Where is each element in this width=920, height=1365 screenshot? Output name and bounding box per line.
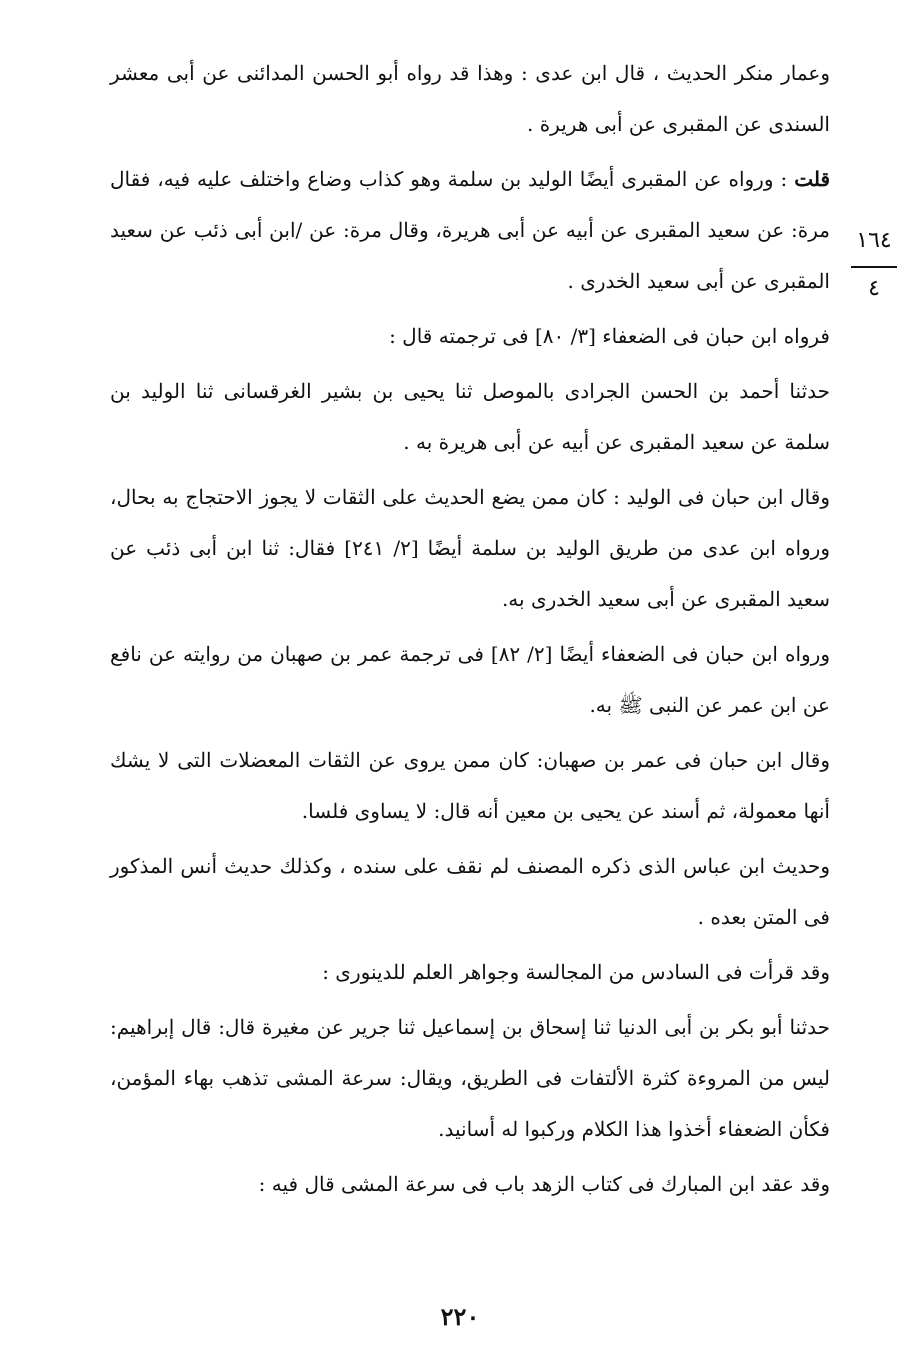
paragraph-text: حدثنا أبو بكر بن أبى الدنيا ثنا إسحاق بن إسماعيل ثنا جرير عن مغيرة قال: قال إبراهيم: ليس من المروءة كثرة الألتفات فى الطريق، ويقال: سرعة المشى تذهب بهاء المؤمن، فكأن الضعفاء أخذوا هذا الكلام وركبوا له أسانيد.: [110, 1015, 830, 1141]
body-text: [110, 48, 830, 1214]
paragraph-text: وقال ابن حبان فى عمر بن صهبان: كان ممن يروى عن الثقات المعضلات التى لا يشك أنها معمولة، ثم أسند عن يحيى بن معين أنه قال: لا يساوى فلسا.: [110, 748, 830, 823]
paragraph-text: وقد قرأت فى السادس من المجالسة وجواهر العلم للدينورى :: [322, 960, 830, 984]
paragraph-6: [110, 629, 830, 731]
page-number: ٢٢٠: [440, 1302, 480, 1331]
paragraph-text: فرواه ابن حبان فى الضعفاء [٣/ ٨٠] فى ترجمته قال :: [389, 324, 830, 348]
paragraph-text: وحديث ابن عباس الذى ذكره المصنف لم نقف على سنده ، وكذلك حديث أنس المذكور فى المتن بعده .: [110, 854, 830, 929]
paragraph-text: حدثنا أحمد بن الحسن الجرادى بالموصل ثنا يحيى بن بشير الغرقسانى ثنا الوليد بن سلمة عن سعيد المقبرى عن أبيه عن أبى هريرة به .: [110, 379, 830, 454]
margin-reference: [844, 226, 904, 304]
paragraph-text: ورواه ابن حبان فى الضعفاء أيضًا [٢/ ٨٢] فى ترجمة عمر بن صهبان من روايته عن نافع عن ابن عمر عن النبى ﷺ به.: [110, 642, 830, 717]
paragraph-8: [110, 841, 830, 943]
margin-reference-volume-page: ١٦٤: [856, 228, 892, 253]
paragraph-text: وقد عقد ابن المبارك فى كتاب الزهد باب فى سرعة المشى قال فيه :: [258, 1172, 830, 1196]
paragraph-2: [110, 154, 830, 307]
paragraph-text: وقال ابن حبان فى الوليد : كان ممن يضع الحديث على الثقات لا يجوز الاحتجاج به بحال، ورواه ابن عدى من طريق الوليد بن سلمة أيضًا [٢/ ٢٤١] فقال: ثنا ابن أبى ذئب عن سعيد المقبرى عن أبى سعيد الخدرى به.: [110, 485, 830, 611]
paragraph-5: [110, 472, 830, 625]
paragraph-4: [110, 366, 830, 468]
paragraph-lead: قلت: [794, 167, 831, 191]
paragraph-text: : ورواه عن المقبرى أيضًا الوليد بن سلمة وهو كذاب وضاع واختلف عليه فيه، فقال مرة: عن سعيد المقبرى عن أبيه عن أبى هريرة، وقال مرة: عن /ابن أبى ذئب عن سعيد المقبرى عن أبى سعيد الخدرى .: [110, 167, 830, 293]
paragraph-10: [110, 1002, 830, 1155]
paragraph-3: [110, 311, 830, 362]
paragraph-text: وعمار منكر الحديث ، قال ابن عدى : وهذا قد رواه أبو الحسن المدائنى عن أبى معشر السندى عن المقبرى عن أبى هريرة .: [110, 61, 830, 136]
paragraph-9: [110, 947, 830, 998]
paragraph-11: [110, 1159, 830, 1210]
paragraph-7: [110, 735, 830, 837]
paragraph-1: [110, 48, 830, 150]
margin-reference-part: ٤: [868, 276, 880, 301]
margin-reference-divider: [851, 266, 897, 268]
